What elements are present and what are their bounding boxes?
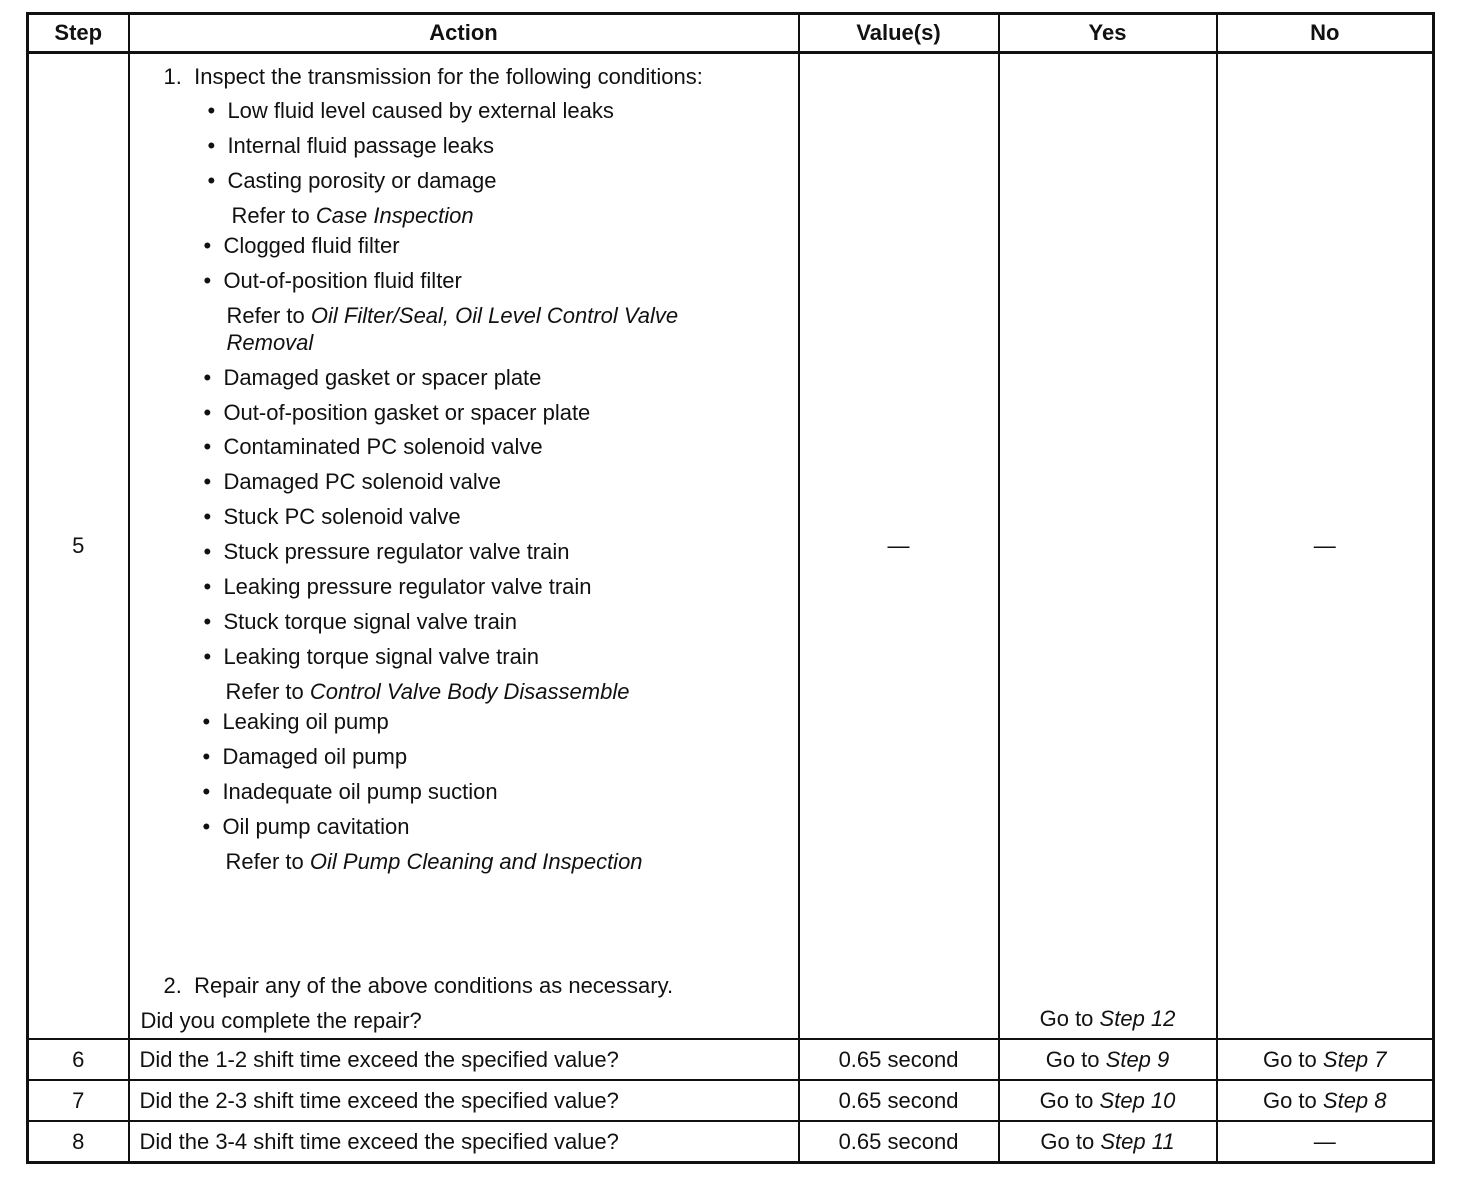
bullet-item: • Inadequate oil pump suction [202, 779, 498, 804]
header-values: Value(s) [799, 14, 999, 53]
bullet-item: • Contaminated PC solenoid valve [203, 434, 543, 459]
step-cell: 5 [28, 53, 129, 1040]
bullet-item: • Leaking oil pump [202, 709, 389, 734]
table-row-step-5 [28, 53, 1434, 1040]
bullet-item: • Casting porosity or damage [207, 168, 497, 193]
refer-control-valve-body: Refer to Control Valve Body Disassemble [225, 679, 630, 704]
bullet-item: • Stuck pressure regulator valve train [203, 539, 570, 564]
bullet-item: • Damaged gasket or spacer plate [203, 365, 542, 390]
bullet-item: • Clogged fluid filter [203, 233, 400, 258]
action-cell: Did the 1-2 shift time exceed the specified value? [129, 1039, 799, 1080]
yes-cell: Go to Step 11 [999, 1121, 1217, 1163]
no-cell: — [1217, 1121, 1434, 1163]
bullet-item: • Oil pump cavitation [202, 814, 410, 839]
no-cell: — [1217, 53, 1434, 1040]
refer-oil-filter-line2: Removal [226, 330, 314, 355]
step-cell: 7 [28, 1080, 129, 1121]
action-cell: Did the 3-4 shift time exceed the specified value? [129, 1121, 799, 1163]
header-row [28, 14, 1434, 53]
value-cell: 0.65 second [799, 1121, 999, 1163]
header-step: Step [28, 14, 129, 53]
table-row-step-6 [28, 1039, 1434, 1080]
value-cell: 0.65 second [799, 1080, 999, 1121]
bullet-item: • Low fluid level caused by external leaks [207, 98, 614, 123]
action-cell [129, 53, 799, 1040]
question-text: Did you complete the repair? [140, 1008, 422, 1033]
bullet-item: • Stuck PC solenoid valve [203, 504, 461, 529]
step-cell: 8 [28, 1121, 129, 1163]
table-row-step-7 [28, 1080, 1434, 1121]
yes-cell [999, 53, 1217, 1040]
value-cell: — [799, 53, 999, 1040]
bullet-item: • Damaged PC solenoid valve [203, 469, 502, 494]
yes-cell: Go to Step 9 [999, 1039, 1217, 1080]
diagnostic-table [26, 12, 1435, 1164]
header-yes: Yes [999, 14, 1217, 53]
no-cell: Go to Step 7 [1217, 1039, 1434, 1080]
yes-cell: Go to Step 10 [999, 1080, 1217, 1121]
bullet-item: • Out-of-position fluid filter [203, 268, 462, 293]
refer-oil-pump: Refer to Oil Pump Cleaning and Inspection [225, 849, 643, 874]
bullet-item: • Out-of-position gasket or spacer plate [203, 400, 591, 425]
action-cell: Did the 2-3 shift time exceed the specified value? [129, 1080, 799, 1121]
bullet-item: • Leaking pressure regulator valve train [203, 574, 592, 599]
step-cell: 6 [28, 1039, 129, 1080]
item-2: 2. Repair any of the above conditions as necessary. [163, 973, 674, 998]
refer-case-inspection: Refer to Case Inspection [231, 203, 474, 228]
bullet-item: • Internal fluid passage leaks [207, 133, 495, 158]
header-no: No [1217, 14, 1434, 53]
bullet-item: • Leaking torque signal valve train [203, 644, 539, 669]
refer-oil-filter: Refer to Oil Filter/Seal, Oil Level Control Valve [226, 303, 679, 328]
no-cell: Go to Step 8 [1217, 1080, 1434, 1121]
yes-goto: Go to Step 12 [1039, 1006, 1176, 1031]
table-row-step-8 [28, 1121, 1434, 1163]
item-1: 1. Inspect the transmission for the following conditions: [163, 64, 703, 89]
header-action: Action [129, 14, 799, 53]
bullet-item: • Damaged oil pump [202, 744, 408, 769]
bullet-item: • Stuck torque signal valve train [203, 609, 517, 634]
value-cell: 0.65 second [799, 1039, 999, 1080]
